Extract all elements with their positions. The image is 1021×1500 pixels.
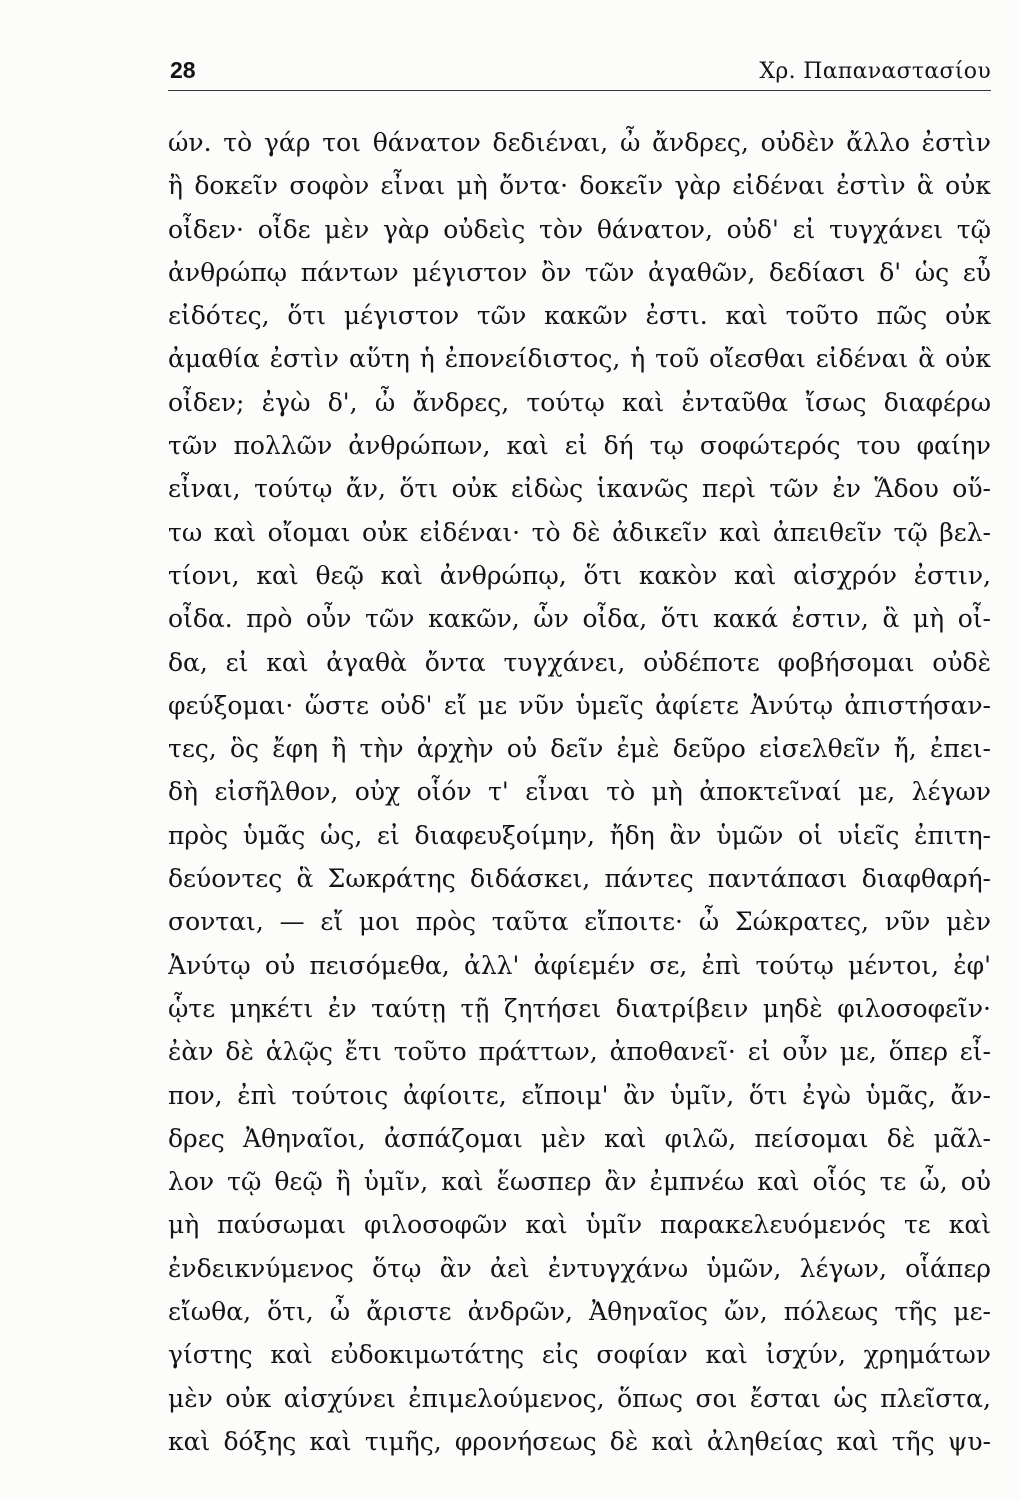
page-number: 28	[170, 57, 196, 83]
text-line: μὲν οὐκ αἰσχύνει ἐπιμελούμενος, ὅπως σοι ἔσται ὡς πλεῖστα,	[168, 1383, 991, 1413]
text-line: τες, ὃς ἔφη ἢ τὴν ἀρχὴν οὐ δεῖν ἐμὲ δεῦρο εἰσελθεῖν ἤ, ἐπει-	[168, 734, 991, 764]
text-line: λον τῷ θεῷ ἢ ὑμῖν, καὶ ἕωσπερ ἂν ἐμπνέω καὶ οἷός τε ὦ, οὐ	[168, 1167, 991, 1197]
text-line: δρες Ἀθηναῖοι, ἀσπάζομαι μὲν καὶ φιλῶ, πείσομαι δὲ μᾶλ-	[168, 1123, 991, 1153]
text-line: Ἀνύτῳ οὐ πεισόμεθα, ἀλλ' ἀφίεμέν σε, ἐπὶ τούτῳ μέντοι, ἐφ'	[168, 950, 991, 980]
text-line: πον, ἐπὶ τούτοις ἀφίοιτε, εἴποιμ' ἂν ὑμῖν, ὅτι ἐγὼ ὑμᾶς, ἄν-	[168, 1080, 991, 1110]
text-line: τίονι, καὶ θεῷ καὶ ἀνθρώπῳ, ὅτι κακὸν καὶ αἰσχρόν ἐστιν,	[168, 560, 991, 590]
text-line: ἀμαθία ἐστὶν αὕτη ἡ ἐπονείδιστος, ἡ τοῦ οἴεσθαι εἰδέναι ἃ οὐκ	[168, 344, 991, 374]
text-line: οἶδεν; ἐγὼ δ', ὦ ἄνδρες, τούτῳ καὶ ἐνταῦθα ἴσως διαφέρω	[168, 387, 991, 417]
text-line: μὴ παύσωμαι φιλοσοφῶν καὶ ὑμῖν παρακελευόμενός τε καὶ	[168, 1210, 991, 1240]
text-line: εἴωθα, ὅτι, ὦ ἄριστε ἀνδρῶν, Ἀθηναῖος ὤν, πόλεως τῆς με-	[168, 1297, 991, 1327]
text-line: δεύοντες ἃ Σωκράτης διδάσκει, πάντες παντάπασι διαφθαρή-	[168, 864, 991, 894]
text-line: δα, εἰ καὶ ἀγαθὰ ὄντα τυγχάνει, οὐδέποτε φοβήσομαι οὐδὲ	[168, 647, 991, 677]
body-text	[168, 121, 991, 1463]
text-line: ἢ δοκεῖν σοφὸν εἶναι μὴ ὄντα· δοκεῖν γὰρ εἰδέναι ἐστὶν ἃ οὐκ	[168, 171, 991, 201]
running-head: Χρ. Παπαναστασίου	[759, 59, 991, 84]
text-line: φεύξομαι· ὥστε οὐδ' εἴ με νῦν ὑμεῖς ἀφίετε Ἀνύτῳ ἀπιστήσαν-	[168, 690, 991, 720]
text-line: πρὸς ὑμᾶς ὡς, εἰ διαφευξοίμην, ἤδη ἂν ὑμῶν οἱ υἱεῖς ἐπιτη-	[168, 820, 991, 850]
text-line: ἀνθρώπῳ πάντων μέγιστον ὂν τῶν ἀγαθῶν, δεδίασι δ' ὡς εὖ	[168, 257, 991, 287]
text-line: ἐὰν δὲ ἁλῷς ἔτι τοῦτο πράττων, ἀποθανεῖ· εἰ οὖν με, ὅπερ εἶ-	[168, 1037, 991, 1067]
text-line: εἶναι, τούτῳ ἄν, ὅτι οὐκ εἰδὼς ἱκανῶς περὶ τῶν ἐν Ἅδου οὕ-	[168, 474, 991, 504]
text-line: τω καὶ οἴομαι οὐκ εἰδέναι· τὸ δὲ ἀδικεῖν καὶ ἀπειθεῖν τῷ βελ-	[168, 517, 991, 547]
page-header	[168, 56, 991, 91]
text-line: καὶ δόξης καὶ τιμῆς, φρονήσεως δὲ καὶ ἀληθείας καὶ τῆς ψυ-	[168, 1426, 991, 1456]
text-line: οἶδεν· οἶδε μὲν γὰρ οὐδεὶς τὸν θάνατον, οὐδ' εἰ τυγχάνει τῷ	[168, 214, 991, 244]
text-line: τῶν πολλῶν ἀνθρώπων, καὶ εἰ δή τῳ σοφώτερός του φαίην	[168, 431, 991, 461]
text-line: εἰδότες, ὅτι μέγιστον τῶν κακῶν ἐστι. καὶ τοῦτο πῶς οὐκ	[168, 301, 991, 331]
text-line: οἶδα. πρὸ οὖν τῶν κακῶν, ὧν οἶδα, ὅτι κακά ἐστιν, ἃ μὴ οἶ-	[168, 604, 991, 634]
text-line: ᾧτε μηκέτι ἐν ταύτῃ τῇ ζητήσει διατρίβειν μηδὲ φιλοσοφεῖν·	[168, 993, 991, 1023]
text-line: σονται, — εἴ μοι πρὸς ταῦτα εἴποιτε· ὦ Σώκρατες, νῦν μὲν	[168, 907, 991, 937]
text-line: δὴ εἰσῆλθον, οὐχ οἷόν τ' εἶναι τὸ μὴ ἀποκτεῖναί με, λέγων	[168, 777, 991, 807]
text-line: ών. τὸ γάρ τοι θάνατον δεδιέναι, ὦ ἄνδρες, οὐδὲν ἄλλο ἐστὶν	[168, 128, 991, 157]
text-line: ἐνδεικνύμενος ὅτῳ ἂν ἀεὶ ἐντυγχάνω ὑμῶν, λέγων, οἷάπερ	[168, 1253, 991, 1283]
text-line: γίστης καὶ εὐδοκιμωτάτης εἰς σοφίαν καὶ ἰσχύν, χρημάτων	[168, 1340, 991, 1370]
